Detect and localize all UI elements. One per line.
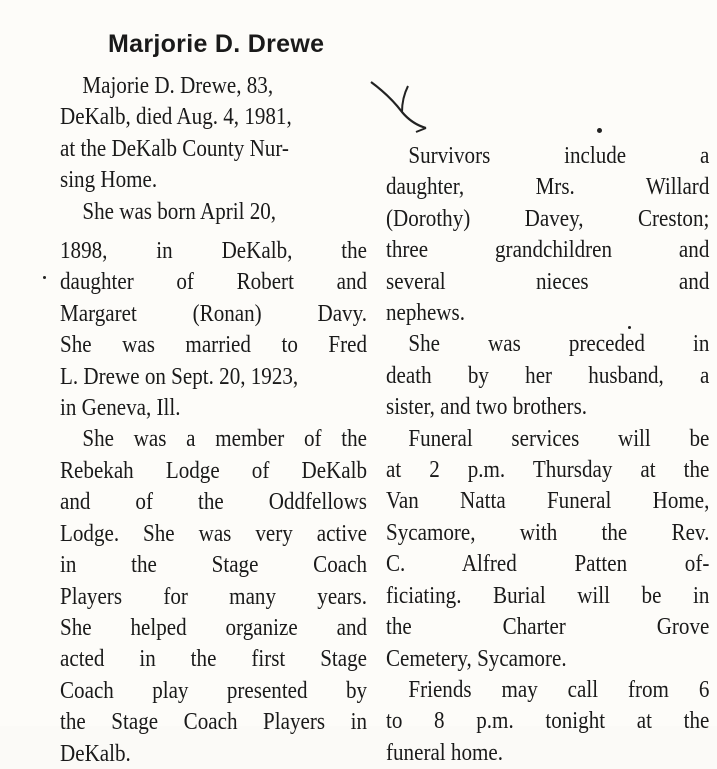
text-line: acted in the first Stage: [60, 645, 368, 673]
text-line: nephews.: [386, 299, 465, 327]
text-line: at 2 p.m. Thursday at the: [386, 456, 710, 484]
text-line: sing Home.: [60, 166, 158, 194]
text-line: Funeral services will be: [408, 424, 710, 452]
paragraph-gap: [60, 227, 367, 235]
text-line: She was married to Fred: [60, 331, 368, 359]
text-line: (Dorothy) Davey, Creston;: [386, 204, 710, 232]
ink-speck: [597, 128, 602, 133]
text-line: to 8 p.m. tonight at the: [386, 707, 710, 735]
text-line: daughter, Mrs. Willard: [386, 173, 710, 201]
text-line: and of the Oddfellows: [60, 488, 368, 516]
text-line: Rebekah Lodge of DeKalb: [60, 456, 368, 484]
text-line: Friends may call from 6: [408, 675, 710, 703]
text-line: L. Drewe on Sept. 20, 1923,: [60, 362, 299, 390]
text-line: She was born April 20,: [82, 197, 277, 225]
obituary-headline: Marjorie D. Drewe: [108, 30, 325, 58]
text-line: Cemetery, Sycamore.: [386, 644, 567, 672]
handwritten-arrow-mark: [368, 76, 438, 136]
text-line: Margaret (Ronan) Davy.: [60, 299, 368, 327]
text-line: in the Stage Coach: [60, 551, 368, 579]
text-line: 1898, in DeKalb, the: [60, 237, 368, 265]
text-line: death by her husband, a: [386, 361, 710, 389]
text-line: Lodge. She was very active: [60, 519, 368, 547]
text-line: funeral home.: [386, 738, 504, 766]
text-line: Players for many years.: [60, 582, 368, 610]
text-line: DeKalb, died Aug. 4, 1981,: [60, 103, 292, 131]
text-line: three grandchildren and: [386, 236, 710, 264]
text-line: C. Alfred Patten of-: [386, 550, 710, 578]
text-line: DeKalb.: [60, 739, 131, 767]
text-line: at the DeKalb County Nur-: [60, 134, 289, 162]
text-line: She helped organize and: [60, 613, 368, 641]
text-line: She was preceded in: [408, 330, 710, 358]
text-line: Coach play presented by: [60, 676, 368, 704]
text-line: Van Natta Funeral Home,: [386, 487, 710, 515]
left-text-column: [60, 70, 367, 769]
text-line: ficiating. Burial will be in: [386, 581, 710, 609]
text-line: daughter of Robert and: [60, 268, 368, 296]
text-line: the Charter Grove: [386, 613, 710, 641]
text-line: the Stage Coach Players in: [60, 708, 368, 736]
text-line: Survivors include a: [408, 142, 710, 169]
text-line: Majorie D. Drewe, 83,: [82, 72, 274, 99]
ink-speck: [628, 326, 631, 329]
text-line: Sycamore, with the Rev.: [386, 518, 710, 546]
right-text-column: [386, 140, 709, 768]
text-line: in Geneva, Ill.: [60, 394, 181, 422]
text-line: She was a member of the: [82, 425, 368, 453]
text-line: several nieces and: [386, 267, 710, 295]
text-line: sister, and two brothers.: [386, 393, 588, 421]
ink-speck: [43, 276, 46, 279]
